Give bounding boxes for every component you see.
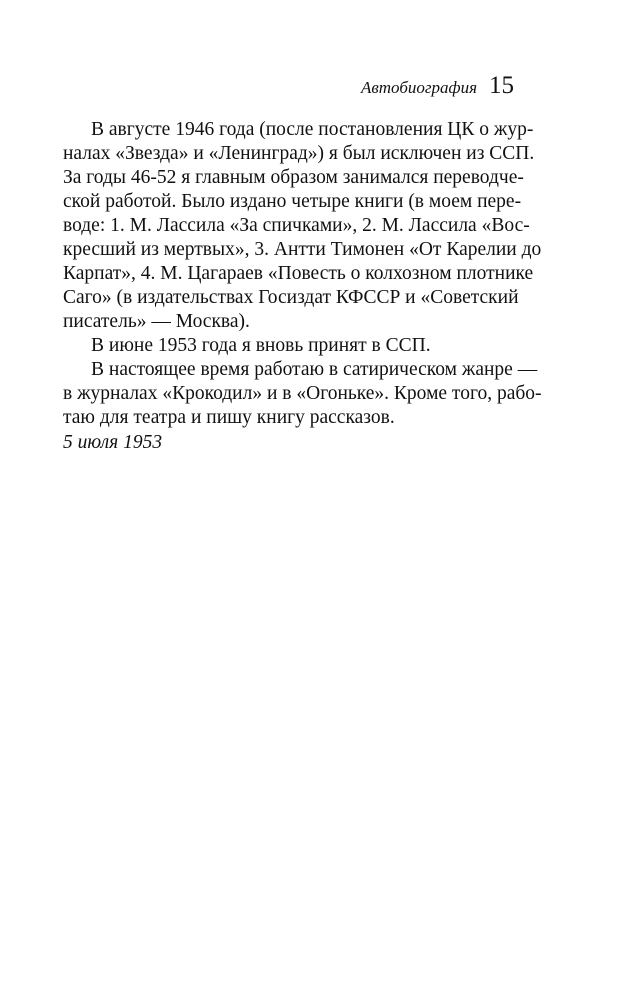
page-header <box>361 72 514 100</box>
body-text <box>63 118 542 430</box>
text-line: налах «Звезда» и «Ленинград») я был исключен из ССП. <box>63 143 535 164</box>
text-line: В настоящее время работаю в сатирическом жанре — <box>91 359 538 380</box>
text-line: воде: 1. М. Лассила «За спичками», 2. М. Лассила «Вос- <box>63 215 530 236</box>
page-number: 15 <box>489 72 514 99</box>
text-line: В августе 1946 года (после постановления ЦК о жур- <box>91 119 534 140</box>
text-line: ской работой. Было издано четыре книги (в моем пере- <box>63 191 522 212</box>
text-line: таю для театра и пишу книгу рассказов. <box>63 407 395 428</box>
text-line: кресший из мертвых», 3. Антти Тимонен «От Карелии до <box>63 239 542 260</box>
running-title: Автобиография <box>361 78 477 97</box>
text-line: В июне 1953 года я вновь принят в ССП. <box>91 335 431 356</box>
text-line: Карпат», 4. М. Цагараев «Повесть о колхозном плотнике <box>63 263 534 284</box>
text-line: писатель» — Москва). <box>63 311 250 332</box>
signature-date: 5 июля 1953 <box>63 432 163 453</box>
text-line: За годы 46-52 я главным образом занимался переводче- <box>63 167 524 188</box>
text-line: Саго» (в издательствах Госиздат КФССР и «Советский <box>63 287 519 308</box>
text-line: в журналах «Крокодил» и в «Огоньке». Кроме того, рабо- <box>63 383 542 404</box>
